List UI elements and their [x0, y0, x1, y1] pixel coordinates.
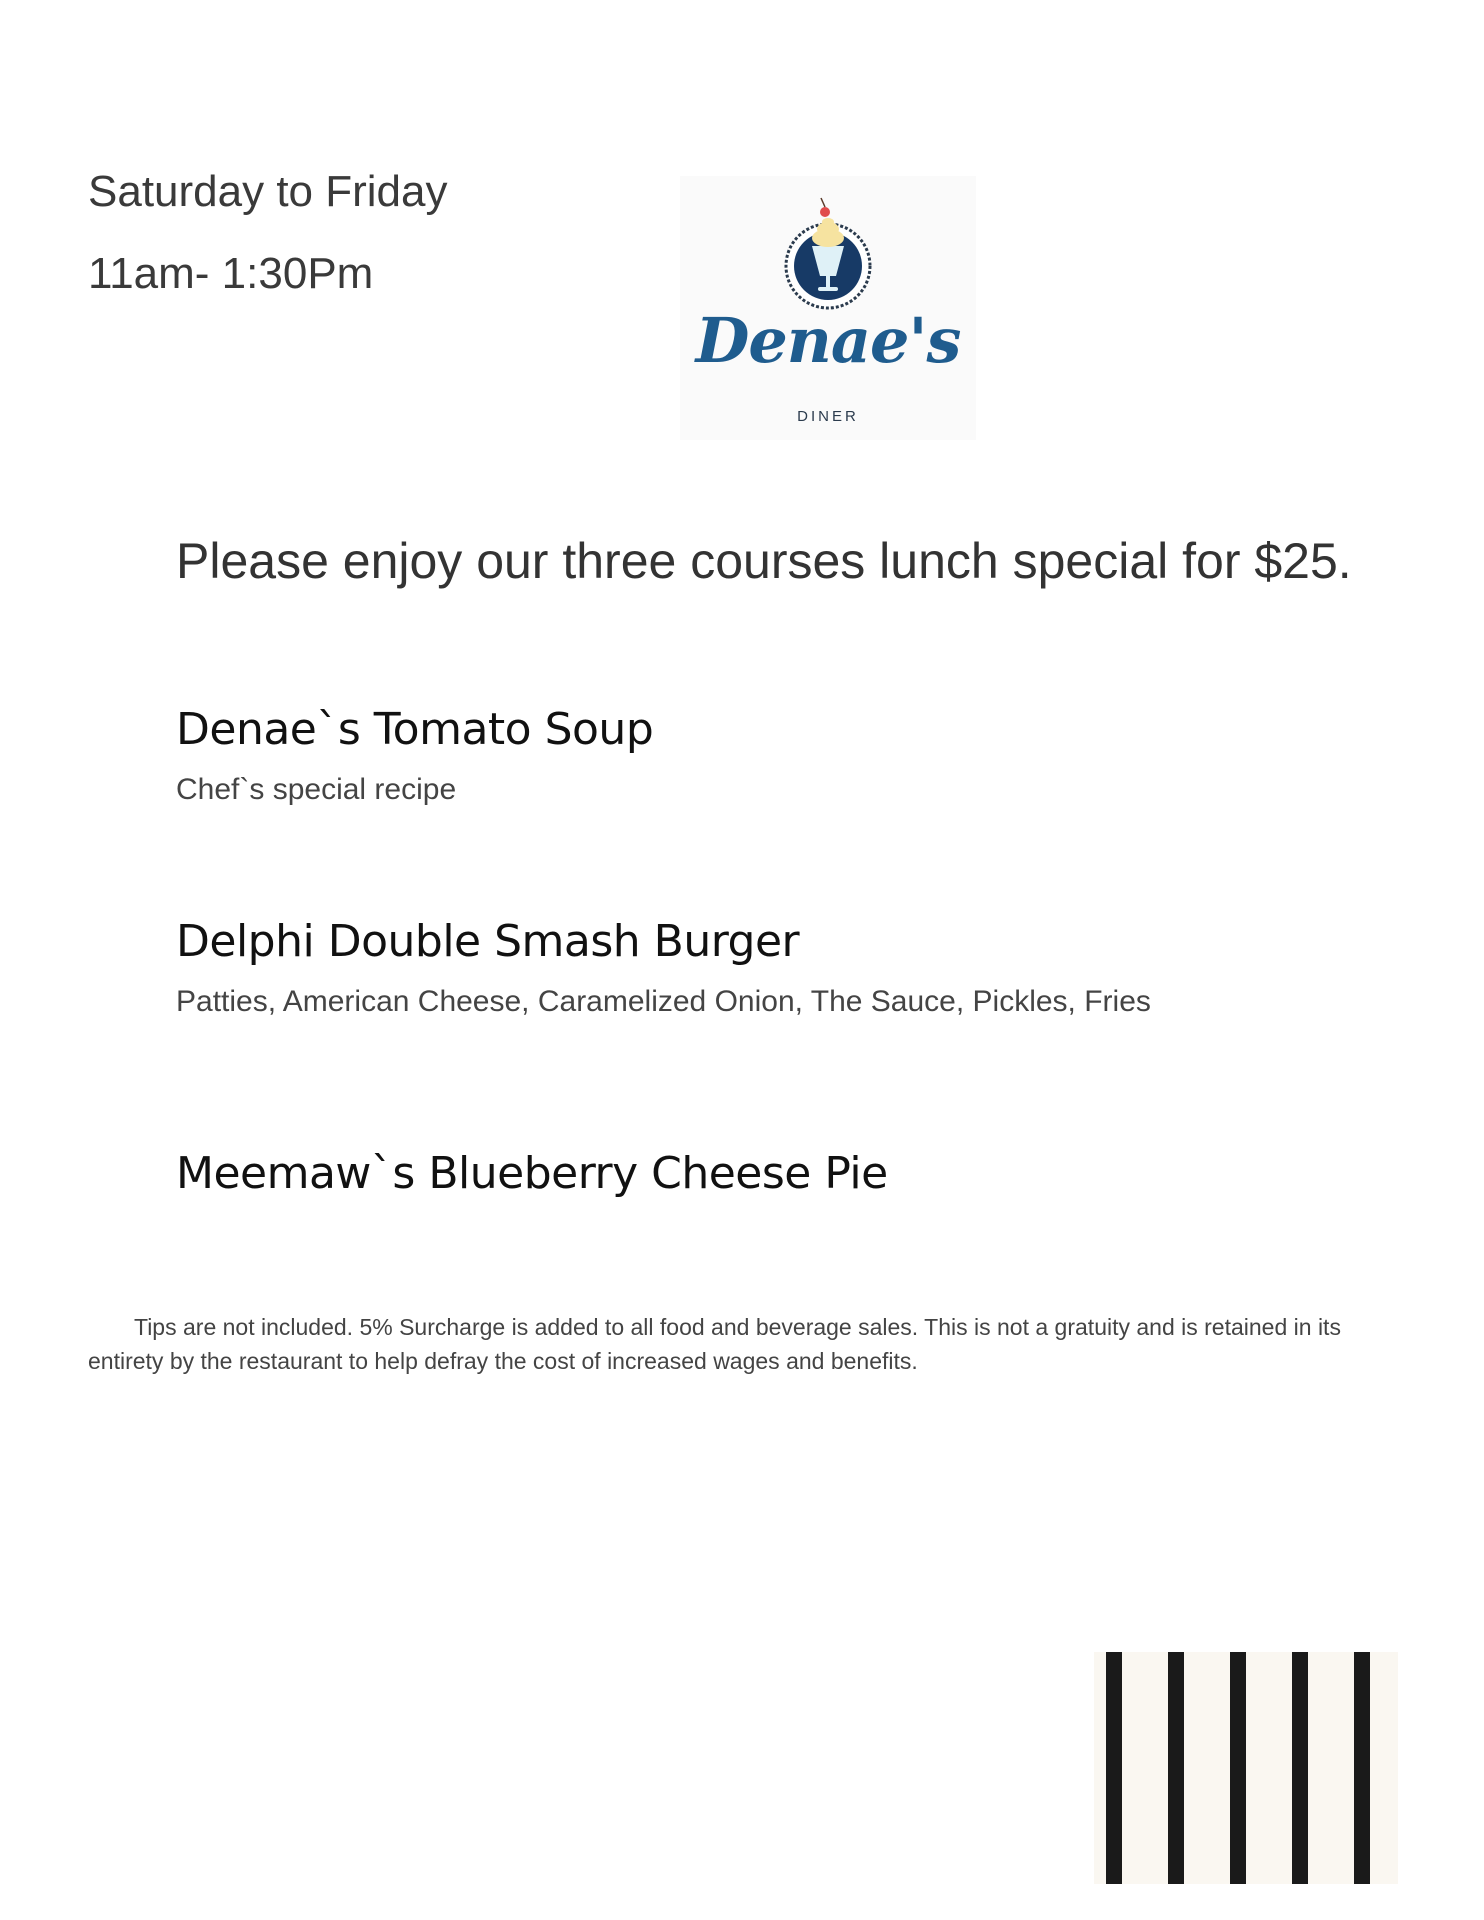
menu-item-description: Patties, American Cheese, Caramelized Onion, The Sauce, Pickles, Fries	[176, 985, 1151, 1018]
promo-headline: Please enjoy our three courses lunch special for $25.	[176, 533, 1352, 589]
hours-time: 11am- 1:30Pm	[88, 249, 374, 298]
stripe	[1292, 1652, 1308, 1884]
menu-item	[176, 1148, 888, 1199]
stripe-decoration	[1094, 1652, 1398, 1884]
menu-item	[176, 916, 1151, 1019]
hours-days: Saturday to Friday	[88, 167, 448, 216]
menu-item-description: Chef`s special recipe	[176, 773, 457, 806]
diner-logo	[680, 176, 976, 440]
milkshake-icon	[680, 176, 976, 316]
menu-item-name: Delphi Double Smash Burger	[176, 916, 800, 967]
hours-block	[88, 167, 448, 334]
stripe	[1106, 1652, 1122, 1884]
stripe	[1230, 1652, 1246, 1884]
stripe	[1354, 1652, 1370, 1884]
stripe	[1168, 1652, 1184, 1884]
menu-item	[176, 704, 653, 807]
surcharge-note: Tips are not included. 5% Surcharge is added to all food and beverage sales. This is not a gratuity and is retained in its entirety by the restaurant to help defray the cost of increased wages and benefits.	[88, 1314, 1341, 1374]
menu-item-name: Meemaw`s Blueberry Cheese Pie	[176, 1148, 888, 1199]
logo-wordmark: Denae's	[695, 304, 961, 377]
menu-item-name: Denae`s Tomato Soup	[176, 704, 654, 755]
logo-subtitle: DINER	[797, 408, 859, 425]
